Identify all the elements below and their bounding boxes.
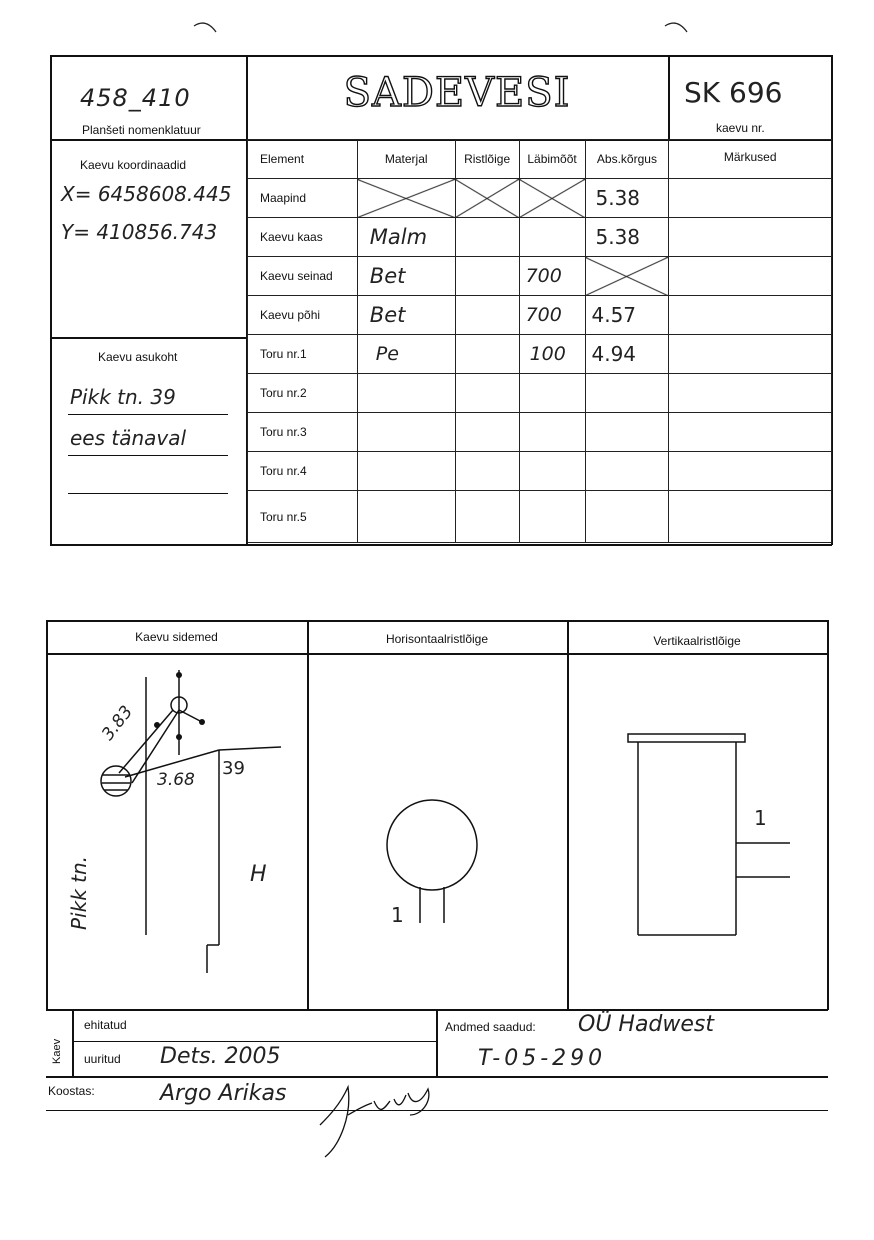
signature xyxy=(310,1075,450,1165)
coordinate-y: Y= 410856.743 xyxy=(61,220,218,244)
row-height: 4.57 xyxy=(585,296,669,335)
row-height: 5.38 xyxy=(585,179,669,218)
punch-hole-mark-right xyxy=(663,18,693,38)
compiled-label: Koostas: xyxy=(48,1084,95,1098)
row-notes xyxy=(669,179,832,218)
row-cross xyxy=(455,413,519,452)
well-elements-table xyxy=(247,139,832,543)
row-notes xyxy=(669,374,832,413)
row-material xyxy=(357,491,455,543)
vertical-section-title: Vertikaalristlõige xyxy=(653,634,741,648)
horizontal-pipe-label: 1 xyxy=(391,903,404,927)
row-diameter xyxy=(519,413,585,452)
ties-house-number: 39 xyxy=(222,758,245,779)
row-diameter: 700 xyxy=(519,257,585,296)
location-line-1: Pikk tn. 39 xyxy=(70,385,176,409)
row-cross xyxy=(455,452,519,491)
coordinate-x: X= 6458608.445 xyxy=(61,182,232,206)
row-cross xyxy=(455,335,519,374)
row-cross xyxy=(455,296,519,335)
row-diameter xyxy=(519,218,585,257)
row-element: Toru nr.3 xyxy=(248,413,358,452)
kaev-label: Kaev xyxy=(51,1038,63,1064)
col-header-cross: Ristlõige xyxy=(455,140,519,179)
table-row xyxy=(248,374,832,413)
well-number: SK 696 xyxy=(684,76,783,109)
row-material: Bet xyxy=(357,296,455,335)
horizontal-section-title: Horisontaalristlõige xyxy=(385,632,489,646)
row-element: Toru nr.4 xyxy=(248,452,358,491)
punch-hole-mark-left xyxy=(192,18,222,38)
table-row xyxy=(248,218,832,257)
row-notes xyxy=(669,335,832,374)
row-notes xyxy=(669,452,832,491)
sheet-number: 458_410 xyxy=(80,84,191,112)
crossed-cell xyxy=(357,179,455,218)
location-line-2: ees tänaval xyxy=(70,426,187,450)
data-from-value: OÜ Hadwest xyxy=(578,1012,715,1037)
row-diameter: 700 xyxy=(519,296,585,335)
row-cross xyxy=(455,491,519,543)
row-element: Toru nr.1 xyxy=(248,335,358,374)
col-header-notes: Märkused xyxy=(669,140,832,179)
crossed-cell xyxy=(455,179,519,218)
row-height: 4.94 xyxy=(585,335,669,374)
row-material xyxy=(357,374,455,413)
col-header-element: Element xyxy=(248,140,358,179)
row-diameter xyxy=(519,452,585,491)
sheet-label: Planšeti nomenklatuur xyxy=(82,123,201,137)
job-number: T-05-290 xyxy=(478,1046,607,1071)
row-element: Kaevu seinad xyxy=(248,257,358,296)
crossed-cell xyxy=(585,257,669,296)
row-material: Malm xyxy=(357,218,455,257)
row-height xyxy=(585,452,669,491)
table-row xyxy=(248,491,832,543)
row-element: Toru nr.5 xyxy=(248,491,358,543)
table-row xyxy=(248,413,832,452)
row-height xyxy=(585,374,669,413)
ties-street-name: Pikk tn. xyxy=(67,855,91,930)
table-row xyxy=(248,257,832,296)
data-from-label: Andmed saadud: xyxy=(445,1020,536,1034)
col-header-material: Materjal xyxy=(357,140,455,179)
col-header-diameter: Läbimõõt xyxy=(519,140,585,179)
row-height xyxy=(585,413,669,452)
row-notes xyxy=(669,218,832,257)
row-element: Kaevu kaas xyxy=(248,218,358,257)
row-notes xyxy=(669,413,832,452)
built-label: ehitatud xyxy=(84,1018,127,1032)
surveyed-value: Dets. 2005 xyxy=(160,1044,281,1069)
surveyed-label: uuritud xyxy=(84,1052,121,1066)
row-height: 5.38 xyxy=(585,218,669,257)
row-cross xyxy=(455,257,519,296)
row-diameter xyxy=(519,491,585,543)
table-row xyxy=(248,452,832,491)
row-element: Maapind xyxy=(248,179,358,218)
page-title: SADEVESI xyxy=(343,70,571,116)
row-notes xyxy=(669,491,832,543)
row-notes xyxy=(669,257,832,296)
well-label: kaevu nr. xyxy=(716,121,765,135)
row-notes xyxy=(669,296,832,335)
row-element: Kaevu põhi xyxy=(248,296,358,335)
table-row xyxy=(248,179,832,218)
compiled-value: Argo Arikas xyxy=(160,1081,287,1106)
location-label: Kaevu asukoht xyxy=(98,350,178,364)
ties-distance-2: 3.68 xyxy=(157,770,195,790)
row-material xyxy=(357,413,455,452)
table-row xyxy=(248,296,832,335)
row-material: Bet xyxy=(357,257,455,296)
ties-title: Kaevu sidemed xyxy=(135,630,218,644)
row-cross xyxy=(455,218,519,257)
ties-distance-1: 3.83 xyxy=(98,702,138,745)
row-material xyxy=(357,452,455,491)
row-element: Toru nr.2 xyxy=(248,374,358,413)
row-material: Pe xyxy=(357,335,455,374)
row-diameter xyxy=(519,374,585,413)
ties-sketch xyxy=(47,655,307,1005)
vertical-section-sketch xyxy=(568,655,828,1005)
vertical-pipe-label: 1 xyxy=(754,806,767,830)
col-header-height: Abs.kõrgus xyxy=(585,140,669,179)
ties-building-marker: H xyxy=(250,862,267,887)
row-cross xyxy=(455,374,519,413)
crossed-cell xyxy=(519,179,585,218)
row-diameter: 100 xyxy=(519,335,585,374)
table-row xyxy=(248,335,832,374)
row-height xyxy=(585,491,669,543)
horizontal-section-sketch xyxy=(308,655,568,1005)
coordinates-label: Kaevu koordinaadid xyxy=(80,158,187,172)
